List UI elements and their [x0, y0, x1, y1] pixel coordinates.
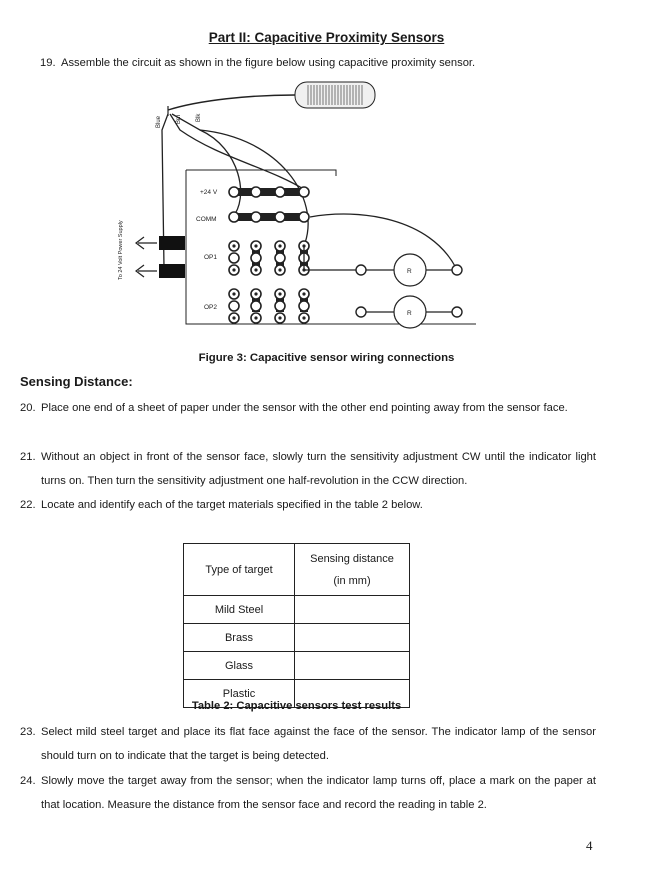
- step-number: 20.: [20, 402, 36, 414]
- step-text: Slowly move the target away from the sensor; when the indicator lamp turns off, place a mark on the paper at that location. Measure the distance from the sensor face and record the reading in table 2.: [41, 775, 596, 811]
- step-number: 22.: [20, 499, 36, 511]
- step-text: Assemble the circuit as shown in the figure below using capacitive proximity sensor.: [61, 57, 476, 69]
- table-caption: Table 2: Capacitive sensors test results: [191, 700, 402, 712]
- label-comm: COMM: [196, 216, 217, 223]
- black-wire-1: [172, 114, 241, 218]
- black-wire-2: [200, 130, 308, 243]
- step-text: Without an object in front of the sensor face, slowly turn the sensitivity adjustment CW until the indicator light turns on. Then turn the sensitivity adjustment one half-revolution in the CCW direction.: [41, 451, 596, 487]
- target-cell: Mild Steel: [184, 596, 295, 624]
- label-op2: OP2: [204, 304, 218, 311]
- distance-cell[interactable]: [295, 596, 410, 624]
- step-20: [20, 396, 596, 420]
- header-type-of-target: Type of target: [184, 544, 295, 596]
- sensor-coil: [295, 82, 375, 108]
- table-header-row: [184, 544, 410, 596]
- section-heading: Sensing Distance:: [20, 374, 133, 389]
- wire-label-black: Blk: [196, 113, 202, 122]
- page-number: 4: [586, 838, 593, 853]
- power-supply-connectors: [118, 220, 185, 280]
- figure-caption: Figure 3: Capacitive sensor wiring connections: [198, 352, 455, 364]
- step-text: Select mild steel target and place its flat face against the face of the sensor. The indicator lamp of the sensor should turn on to indicate that the target is being detected.: [41, 726, 596, 762]
- label-op1: OP1: [204, 254, 218, 261]
- table-row: [184, 624, 410, 652]
- table-row: [184, 652, 410, 680]
- wiring-diagram: [100, 78, 480, 350]
- results-table: [183, 543, 410, 708]
- step-19: [40, 51, 580, 75]
- step-number: 24.: [20, 775, 36, 787]
- wire-label-brown: Brn: [176, 114, 182, 124]
- wire-label-blue: Blue: [156, 115, 162, 128]
- terminal-grid-outputs: [229, 241, 309, 323]
- distance-cell[interactable]: [295, 652, 410, 680]
- brown-wire: [170, 114, 305, 190]
- power-supply-label: To 24 Volt Power Supply: [118, 220, 124, 280]
- step-number: 19.: [40, 57, 56, 69]
- step-22: [20, 493, 596, 517]
- resistor-label: R: [407, 310, 412, 317]
- step-text: Locate and identify each of the target materials specified in the table 2 below.: [41, 499, 423, 511]
- header-sensing-distance-unit: (in mm): [333, 574, 371, 587]
- table-row: [184, 596, 410, 624]
- comm-return-wire: [310, 214, 456, 268]
- step-number: 21.: [20, 451, 36, 463]
- step-21: [20, 445, 596, 493]
- target-cell: Glass: [184, 652, 295, 680]
- distance-cell[interactable]: [295, 624, 410, 652]
- label-plus-24v: +24 V: [200, 189, 218, 196]
- step-24: [20, 769, 596, 817]
- resistor-label: R: [407, 268, 412, 275]
- part-title: Part II: Capacitive Proximity Sensors: [208, 30, 445, 45]
- op1-wire: [304, 246, 356, 270]
- step-number: 23.: [20, 726, 36, 738]
- step-23: [20, 720, 596, 768]
- header-sensing-distance: [295, 544, 410, 596]
- header-sensing-distance-line1: Sensing distance: [310, 552, 394, 565]
- target-cell: Brass: [184, 624, 295, 652]
- target-cell: Plastic: [184, 680, 295, 708]
- terminal-strip-power: [229, 187, 309, 222]
- step-text: Place one end of a sheet of paper under the sensor with the other end pointing away from the sensor face.: [41, 402, 568, 414]
